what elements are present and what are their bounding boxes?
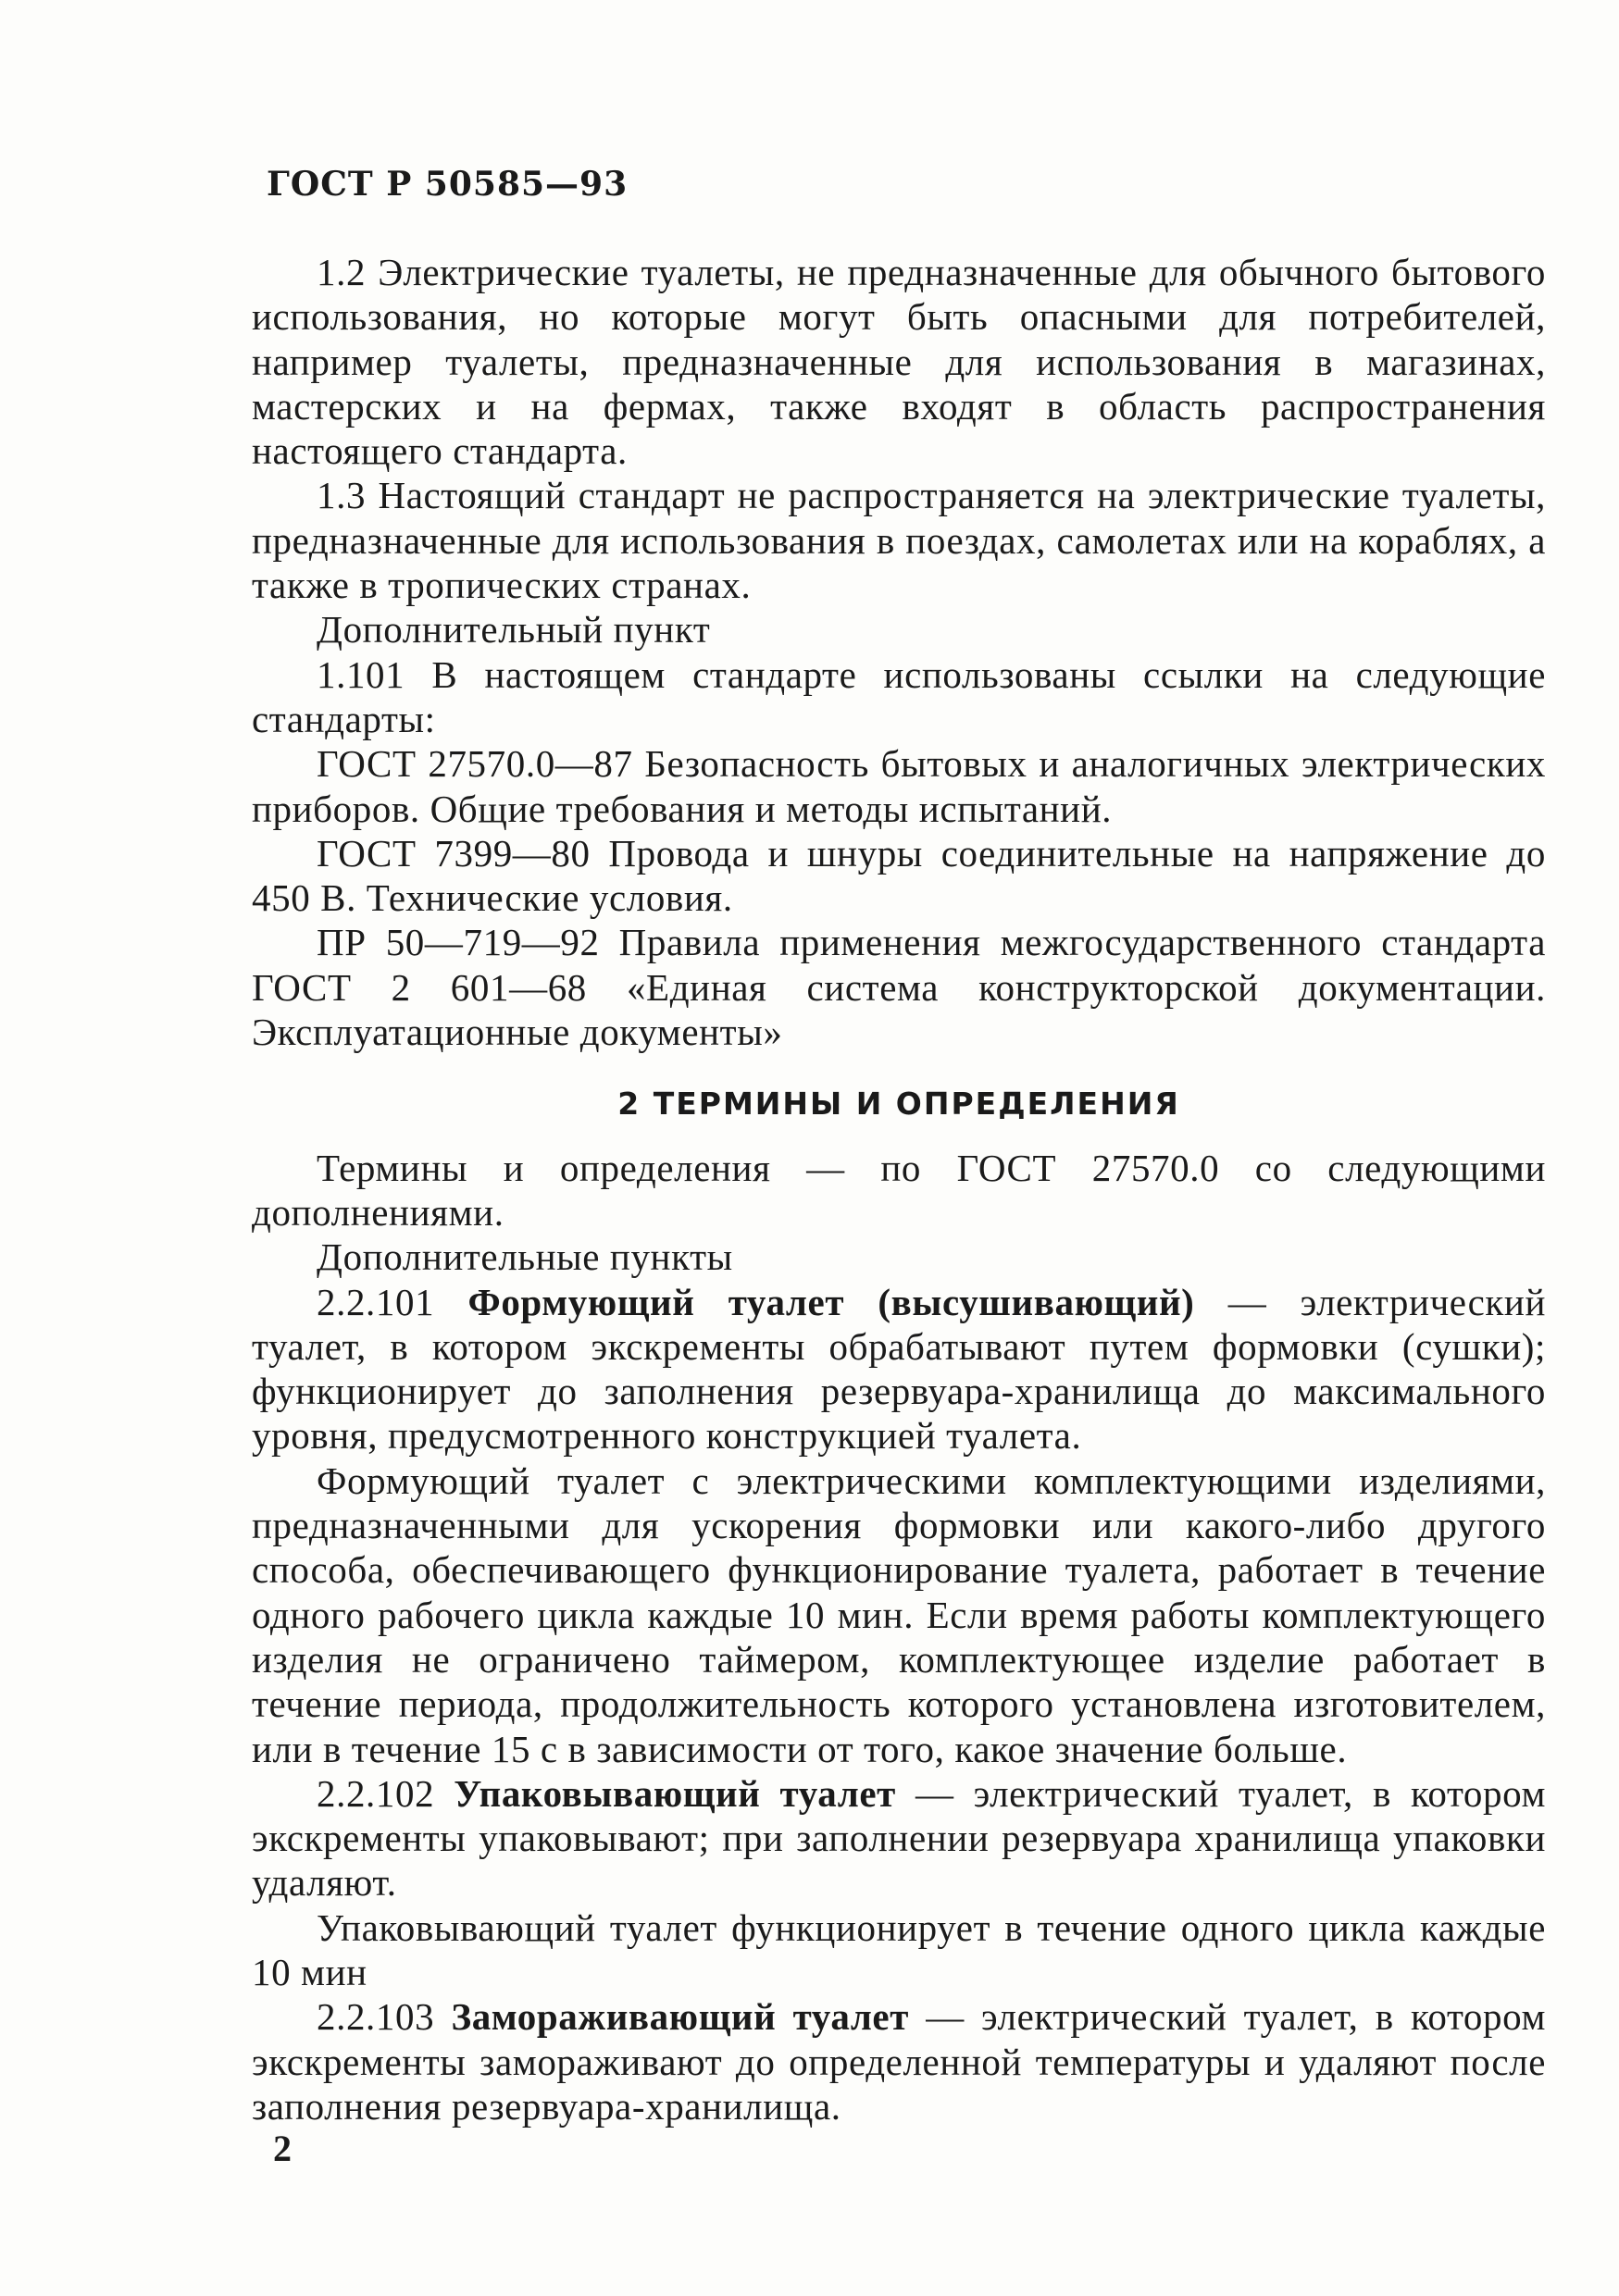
section-title: 2 ТЕРМИНЫ И ОПРЕДЕЛЕНИЯ: [617, 1086, 1180, 1123]
document-body: [252, 250, 1546, 2128]
term-definition: — электрический туалет, в котором экскременты замораживают до определенной температуры и удаляют после заполнения резервуара-хранилища.: [252, 1995, 1546, 2128]
term-2-2-101: [252, 1280, 1546, 1458]
term-number: 2.2.101: [317, 1280, 435, 1323]
page-number: 2: [273, 2128, 292, 2169]
reference-gost-27570: ГОСТ 27570.0—87 Безопасность бытовых и аналогичных электрических приборов. Общие требования и методы испытаний.: [252, 742, 1546, 830]
reference-pr-50-719: ПР 50—719—92 Правила применения межгосударственного стандарта ГОСТ 2 601—68 «Единая система конструкторской документации. Эксплуатационные документы»: [252, 921, 1546, 1054]
section-intro: Термины и определения — по ГОСТ 27570.0 со следующими дополнениями.: [252, 1146, 1546, 1234]
paragraph-1-3: 1.3 Настоящий стандарт не распространяется на электрические туалеты, предназначенные для использования в поездах, самолетах или на кораблях, а также в тропических странах.: [252, 474, 1546, 607]
term-2-2-102-note: Упаковывающий туалет функционирует в течение одного цикла каждые 10 мин: [252, 1905, 1546, 1993]
term-2-2-102: [252, 1771, 1546, 1905]
term-number: 2.2.103: [317, 1995, 435, 2039]
term-name: Формующий туалет (высушивающий): [467, 1280, 1195, 1323]
additional-item-label: Дополнительный пункт: [317, 608, 711, 652]
term-2-2-101-note: Формующий туалет с электрическими комплектующими изделиями, предназначенными для ускорения формовки или какого-либо другого способа, обеспечивающего функционирование туалета, работает в течение одного рабочего цикла каждые 10 мин. Если время работы комплектующего изделия не ограничено таймером, комплектующее изделие работает в течение периода, продолжительность которого установлена изготовителем, или в течение 15 с в зависимости от того, какое значение больше.: [252, 1458, 1546, 1770]
paragraph-1-2: 1.2 Электрические туалеты, не предназначенные для обычного бытового использования, но которые могут быть опасными для потребителей, например туалеты, предназначенные для использования в магазинах, мастерских и на фермах, также входят в область распространения настоящего стандарта.: [252, 251, 1546, 473]
term-name: Замораживающий туалет: [451, 1995, 909, 2039]
term-definition: — электрический туалет, в котором экскременты обрабатывают путем формовки (сушки); функционирует до заполнения резервуара-хранилища до максимального уровня, предусмотренного конструкцией туалета.: [252, 1280, 1547, 1458]
term-number: 2.2.102: [317, 1771, 435, 1815]
term-name: Упаковывающий туалет: [454, 1771, 896, 1815]
reference-gost-7399: ГОСТ 7399—80 Провода и шнуры соединительные на напряжение до 450 В. Технические условия.: [252, 831, 1546, 920]
term-2-2-103: [252, 1994, 1546, 2128]
additional-items-label: Дополнительные пункты: [317, 1235, 733, 1279]
document-header: ГОСТ Р 50585—93: [267, 165, 629, 204]
paragraph-1-101: 1.101 В настоящем стандарте использованы ссылки на следующие стандарты:: [252, 652, 1546, 740]
term-definition: — электрический туалет, в котором экскременты упаковывают; при заполнении резервуара хранилища упаковки удаляют.: [252, 1771, 1546, 1905]
